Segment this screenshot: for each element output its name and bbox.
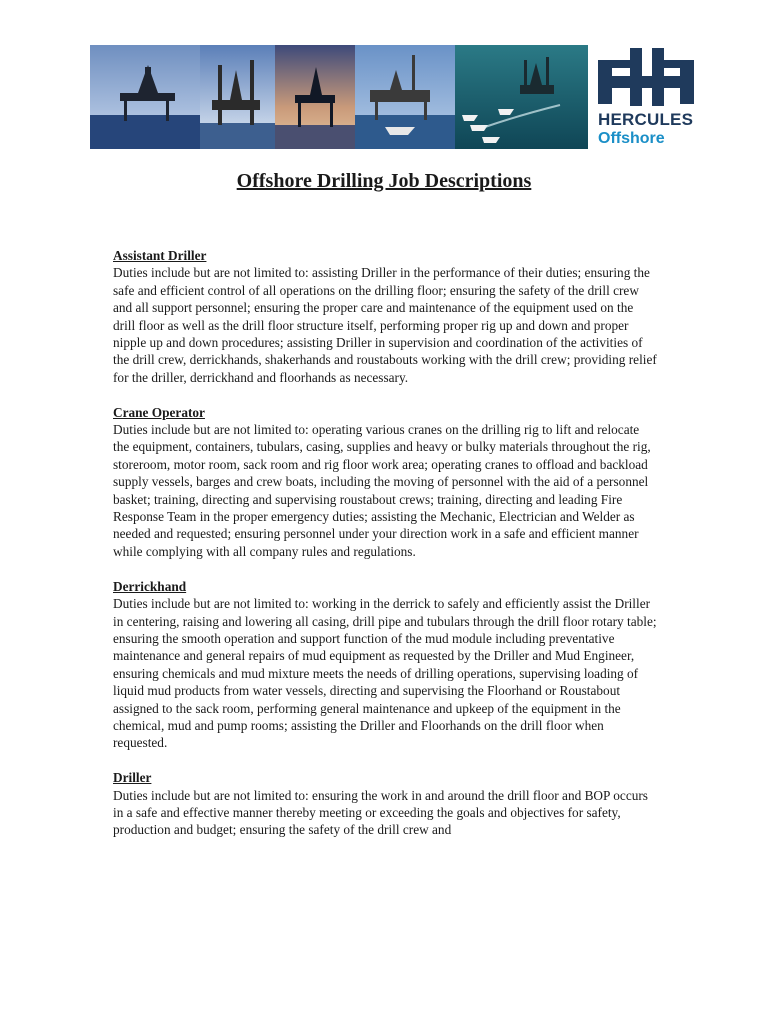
header-photo-banner — [90, 45, 588, 149]
section-body: Duties include but are not limited to: working in the derrick to safely and efficiently assist the Driller in centering, raising and lowering all casing, drill pipe and tubulars through the drill floor rotary table; ensuring the smooth operation and support function of the mud module including preventative maintenance and general repairs of mud equipment as requested by the Driller and Mud Engineer, ensuring chemicals and mud mixture meets the needs of drilling operations, supervising loading of liquid mud products from water vessels, directing and supervising the Floorhand or Roustabout assigned to the sack room, performing general maintenance and upkeep of the equipment in the chemical, mud and pump rooms; assisting the Driller and Floorhands on the drill floor when requested. — [113, 596, 657, 751]
job-section-assistant-driller — [113, 247, 658, 386]
section-heading: Assistant Driller — [113, 248, 207, 263]
section-heading: Crane Operator — [113, 404, 205, 420]
section-body: Duties include but are not limited to: assisting Driller in the performance of their duties; ensuring the safe and efficient control of all operations on the drilling floor; ensuring the safety of the drill crew and all support personnel; ensuring the proper care and maintenance of the equipment used on the drill floor as well as the drill floor structure itself, performing proper rig up and down and proper nipple up and down procedures; assisting Driller in supervision and coordination of the activities of the drill crew, derrickhands, shakerhands and roustabouts working with the drill crew; providing relief for the driller, derrickhand and floorhands as necessary. — [113, 265, 657, 385]
section-heading: Driller — [113, 770, 152, 786]
section-body: Duties include but are not limited to: ensuring the work in and around the drill floor and BOP occurs in a safe and effective manner thereby meeting or exceeding the goals and objectives for safety, production and budget; ensuring the safety of the drill crew and — [113, 787, 648, 838]
brand-name-line1: HERCULES — [598, 110, 694, 129]
section-body: Duties include but are not limited to: operating various cranes on the drilling rig to lift and relocate the equipment, containers, tubulars, casing, supplies and heavy or bulky materials throughout the rig, storeroom, motor room, sack room and rig floor work area; operating cranes to offload and backload supply vessels, barges and crew boats, including the moving of personnel with the aid of a personnel basket; training, directing and supervising roustabout crews; training, directing and leading Fire Response Team in the proper emergency duties; assisting the Mechanic, Electrician and Welder as needed and requested; ensuring personnel under your direction work in a safe and efficient manner while complying with all company rules and regulations. — [113, 422, 651, 559]
document-title: Offshore Drilling Job Descriptions — [236, 170, 532, 192]
section-heading: Derrickhand — [113, 578, 187, 594]
job-section-crane-operator — [113, 404, 658, 561]
brand-name-line2: Offshore — [598, 130, 665, 147]
offshore-rig-photo-strip — [90, 45, 588, 149]
document-body — [113, 247, 658, 856]
job-section-driller — [113, 769, 658, 839]
job-section-derrickhand — [113, 578, 658, 752]
